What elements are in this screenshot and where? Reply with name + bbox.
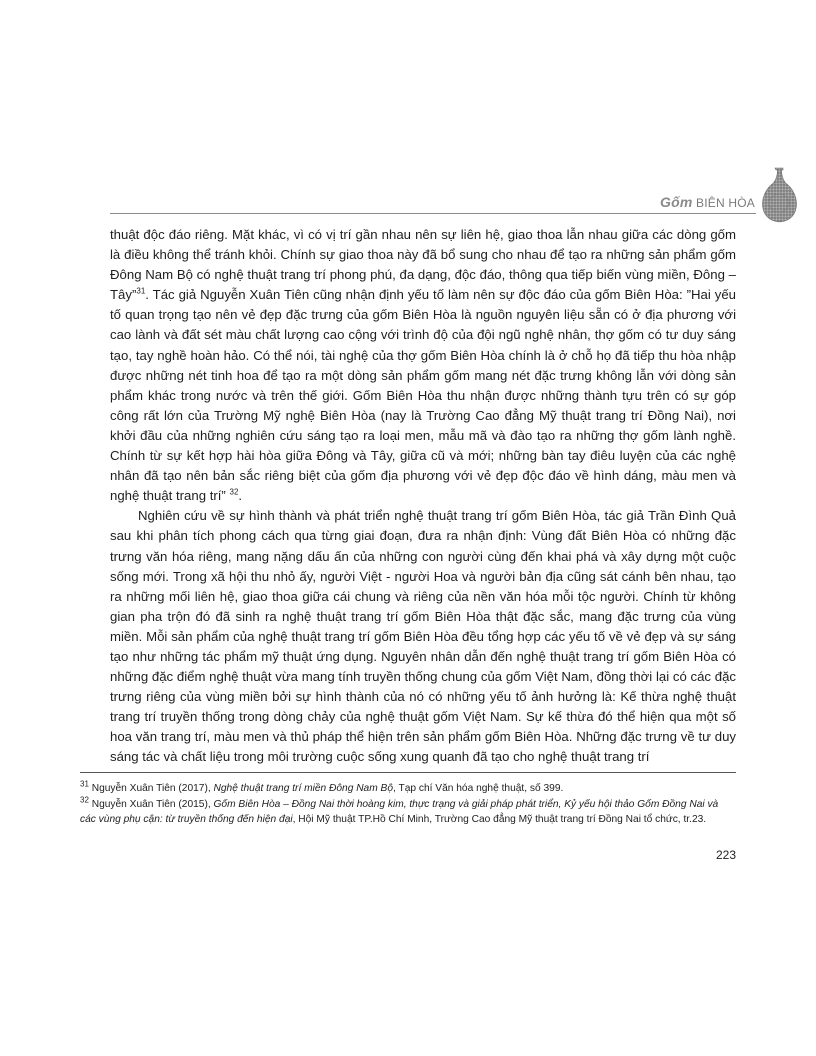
footnote-32-number: 32 <box>80 795 89 805</box>
footnote-32-pre: Nguyễn Xuân Tiên (2015), <box>88 798 214 810</box>
footnote-31-post: , Tạp chí Văn hóa nghệ thuật, số 399. <box>393 783 564 794</box>
page-number: 223 <box>715 848 736 862</box>
footnote-divider <box>80 772 736 773</box>
header-title-text: BIÊN HÒA <box>696 196 755 210</box>
footnote-31-number: 31 <box>80 779 89 789</box>
paragraph-1-part-c: . <box>238 488 243 504</box>
footnote-32-title: Gốm Biên Hòa – Đồng Nai thời hoàng kim, thực trạng và giải pháp phát triển, Kỷ yếu hội thảo Gốm Đồng Nai và các vùng phụ cận: từ truyền thống đến hiện đại <box>80 798 719 825</box>
header-title <box>660 194 755 210</box>
running-header <box>0 176 816 216</box>
paragraph-1-part-b: . Tác giả Nguyễn Xuân Tiên cũng nhận định yếu tố làm nên sự độc đáo của gốm Biên Hòa: ”Hai yếu tố quan trọng tạo nên vẻ đẹp đặc trưng của gốm Biên Hòa là nguồn nguyên liệu sẵn có ở địa phương với cao lành và đất sét màu chất lượng cao cộng với trình độ của đội ngũ nghệ nhân, thợ gốm có tư duy sáng tạo, tay nghề hoàn hảo. Có thể nói, tài nghệ của thợ gốm Biên Hòa chính là ở chỗ họ đã tiếp thu hòa nhập được những nét tinh hoa để tạo ra một dòng sản phẩm gốm mang nét đặc trưng không lẫn với dòng sản phẩm khác trong nước và trên thế giới. Gốm Biên Hòa thu nhận được những thành tựu trên có sự góp công rất lớn của Trường Mỹ nghệ Biên Hòa (nay là Trường Cao đẳng Mỹ thuật trang trí Đồng Nai), nơi khởi đầu của những nghiên cứu sáng tạo ra loại men, mẫu mã và đào tạo ra những thợ gốm lành nghề. Chính từ sự kết hợp hài hòa giữa Đông và Tây, giữa cũ và mới; những bàn tay điêu luyện của các nghệ nhân đã tạo nên bản sắc riêng biệt của gốm địa phương với vẻ đẹp độc đáo về hình dáng, màu men và nghệ thuật trang trí” <box>110 287 736 504</box>
paragraph-1-part-a: thuật độc đáo riêng. Mặt khác, vì có vị trí gần nhau nên sự liên hệ, giao thoa lẫn nhau giữa các dòng gốm là điều không thể tránh khỏi. Chính sự giao thoa này đã bổ sung cho nhau để tạo ra những sản phẩm gốm Đông Nam Bộ có nghệ thuật trang trí phong phú, đa dạng, độc đáo, thông qua tiếp biến vùng miền, Đông – Tây” <box>110 227 736 303</box>
paragraph-2: Nghiên cứu về sự hình thành và phát triển nghệ thuật trang trí gốm Biên Hòa, tác giả Trần Đình Quả sau khi phân tích phong cách qua từng giai đoạn, đưa ra nhận định: Vùng đất Biên Hòa có những đặc trưng văn hóa riêng, mang nặng dấu ấn của những con người cùng đến khai phá và xây dựng một cuộc sống mới. Trong xã hội thu nhỏ ấy, người Việt - người Hoa và người bản địa cũng sát cánh bên nhau, tạo ra những mối liên hệ, giao thoa giữa cái chung và riêng của nền văn hóa mỗi tộc người. Chính từ không gian pha trộn đó đã sinh ra nghệ thuật trang trí gốm Biên Hòa thật đặc sắc, mang đặc trưng của vùng miền. Mỗi sản phẩm của nghệ thuật trang trí gốm Biên Hòa đều tổng hợp các yếu tố về vẻ đẹp và sự sáng tạo như những tác phẩm mỹ thuật ứng dụng. Nguyên nhân dẫn đến nghệ thuật trang trí gốm Biên Hòa có những đặc điểm nghệ thuật vừa mang tính truyền thống chung của gốm Việt Nam, đồng thời lại có các đặc trưng riêng của vùng miền bởi sự hình thành của nó có những yếu tố ảnh hưởng là: Kế thừa nghệ thuật trang trí truyền thống trong dòng chảy của nghệ thuật gốm Việt Nam. Sự kế thừa đó thể hiện qua một số hoa văn trang trí, màu men và thủ pháp thể hiện trên sản phẩm gốm Biên Hòa. Những đặc trưng về tư duy sáng tác và chất liệu trong môi trường cuộc sống xung quanh đã tạo cho nghệ thuật trang trí <box>110 508 736 765</box>
footnote-31-title: Nghệ thuật trang trí miền Đông Nam Bộ <box>213 783 394 794</box>
header-divider <box>110 213 756 214</box>
footnote-31-pre: Nguyễn Xuân Tiên (2017), <box>88 783 214 794</box>
paragraph-1 <box>110 225 736 506</box>
body-text <box>110 225 736 768</box>
footnote-ref-32[interactable]: 32 <box>229 487 239 497</box>
footnote-32-post: , Hội Mỹ thuật TP.Hồ Chí Minh, Trường Cao đẳng Mỹ thuật trang trí Đồng Nai tổ chức, tr.23. <box>292 814 707 825</box>
footnote-32 <box>80 797 736 828</box>
vase-icon <box>759 166 799 224</box>
footnotes <box>80 781 736 828</box>
header-brand: Gốm <box>660 194 693 210</box>
footnote-ref-31[interactable]: 31 <box>136 286 146 296</box>
footnote-31 <box>80 781 736 797</box>
